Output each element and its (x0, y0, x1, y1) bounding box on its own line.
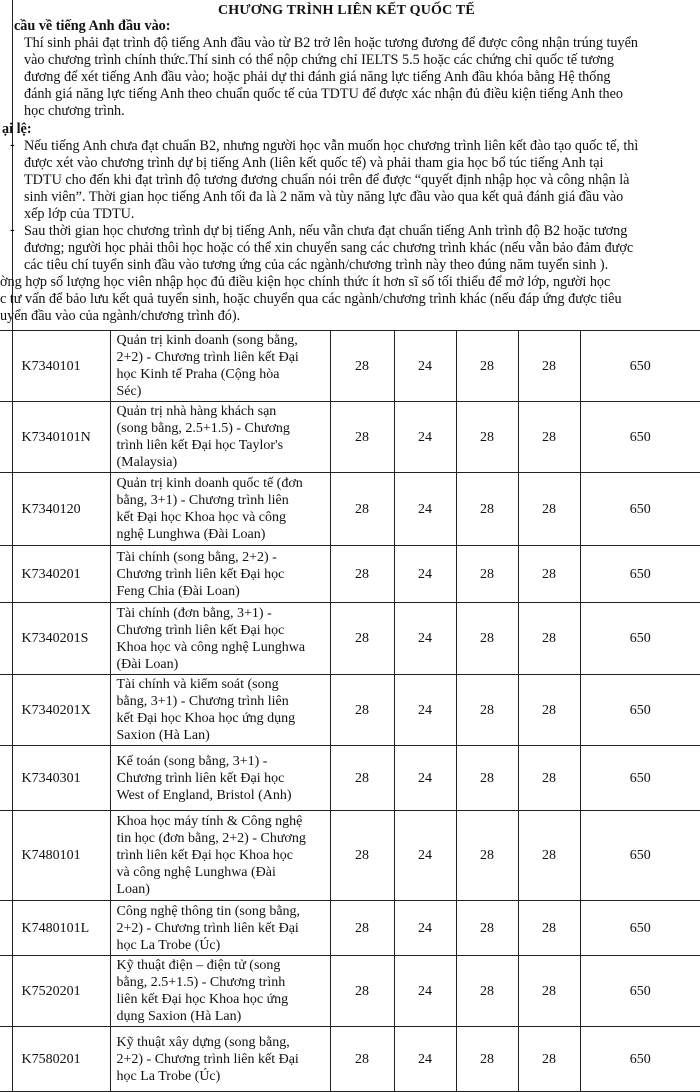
value-cell-4: 28 (518, 603, 580, 675)
value-cell-5: 650 (580, 956, 700, 1027)
value-cell-2: 24 (394, 675, 456, 746)
program-name-line: Công nghệ thông tin (song bằng, (116, 903, 301, 919)
program-name-line: Kỹ thuật điện – điện tử (song (116, 958, 281, 973)
program-name-line: Chương trình liên kết Đại học (116, 566, 285, 582)
program-code-cell: K7340101 (12, 331, 110, 402)
value-cell-1: 28 (330, 603, 394, 675)
value-cell-4: 28 (518, 331, 580, 402)
value-cell-2: 24 (394, 956, 456, 1027)
program-name-line: kết Đại học Khoa học ứng dụng (116, 711, 296, 726)
program-name-line: Séc) (116, 384, 142, 399)
bottom-strip (0, 1054, 700, 1067)
table-row (0, 546, 700, 603)
table-row (0, 956, 700, 1027)
value-cell-2: 24 (394, 473, 456, 546)
program-name-line: kết Đại học Khoa học và công (116, 510, 286, 525)
program-name-line: Loan) (116, 882, 150, 897)
program-name-cell (110, 746, 330, 811)
program-name-line: bằng, 3+1) - Chương trình liên (116, 493, 289, 508)
row-margin-cell (0, 675, 12, 746)
program-name-cell (110, 675, 330, 746)
value-cell-4: 28 (518, 956, 580, 1027)
program-name-line: Quản trị kinh doanh quốc tế (đơn (116, 476, 303, 491)
row-margin-cell (0, 746, 12, 811)
program-name-cell (110, 603, 330, 675)
column-divider-line (456, 1054, 457, 1067)
value-cell-3: 28 (456, 675, 518, 746)
program-name-line: Chương trình liên kết Đại học (116, 770, 285, 786)
value-cell-2: 24 (394, 603, 456, 675)
program-name-line: Kế toán (song bằng, 3+1) - (116, 753, 268, 769)
program-name-line: (Malaysia) (116, 455, 178, 470)
exception-line: Sau thời gian học chương trình dự bị tiếng Anh, nếu vẫn chưa đạt chuẩn tiếng Anh trình độ B2 hoặc tương (24, 223, 628, 239)
program-name-line: 2+2) - Chương trình liên kết Đại (116, 350, 299, 365)
value-cell-1: 28 (330, 1027, 394, 1092)
program-name-cell (110, 811, 330, 901)
value-cell-2: 24 (394, 331, 456, 402)
program-name-line: West of England, Bristol (Anh) (116, 787, 292, 803)
value-cell-5: 650 (580, 811, 700, 901)
value-cell-5: 650 (580, 901, 700, 956)
exception-line: uyển đầu vào của ngành/chương trình đó). (0, 308, 241, 324)
value-cell-2: 24 (394, 901, 456, 956)
value-cell-1: 28 (330, 746, 394, 811)
value-cell-4: 28 (518, 746, 580, 811)
table-row (0, 811, 700, 901)
column-divider-line (394, 1054, 395, 1067)
english-requirement-line: Thí sinh phải đạt trình độ tiếng Anh đầu vào từ B2 trở lên hoặc tương đương để được công nhận trúng tuyển (24, 35, 638, 51)
program-name-line: Khoa học máy tính & Công nghệ (116, 814, 303, 829)
program-name-line: (Đài Loan) (116, 656, 179, 672)
english-requirement-line: đương để xét tiếng Anh đầu vào; hoặc phải dự thi đánh giá năng lực tiếng Anh đầu khóa bằng Hệ thống (24, 69, 611, 85)
program-code-cell: K7520201 (12, 956, 110, 1027)
table-row (0, 331, 700, 402)
program-name-line: Quản trị kinh doanh (song bằng, (116, 333, 298, 348)
exception-heading: ại lệ: (2, 121, 32, 137)
value-cell-3: 28 (456, 956, 518, 1027)
exception-line: đương; người học phải thôi học hoặc có thể xin chuyển sang các chương trình khác (nếu vẫn bảo đảm được (24, 240, 634, 256)
value-cell-3: 28 (456, 1027, 518, 1092)
row-margin-cell (0, 811, 12, 901)
program-code-cell: K7340201S (12, 603, 110, 675)
table-row (0, 901, 700, 956)
program-name-cell (110, 901, 330, 956)
program-name-line: Khoa học và công nghệ Lunghwa (116, 639, 306, 655)
table-row (0, 675, 700, 746)
value-cell-3: 28 (456, 546, 518, 603)
value-cell-2: 24 (394, 402, 456, 473)
exception-line: ờng hợp số lượng học viên nhập học đủ điều kiện học chính thức ít hơn sĩ số tối thiểu để mở lớp, người học (0, 274, 611, 290)
program-code-cell: K7340120 (12, 473, 110, 546)
program-name-line: bằng, 3+1) - Chương trình liên (116, 694, 289, 709)
program-name-line: trình liên kết Đại học Khoa học (116, 848, 294, 863)
exception-line: xếp lớp của TDTU. (24, 206, 135, 222)
value-cell-5: 650 (580, 402, 700, 473)
value-cell-1: 28 (330, 901, 394, 956)
program-code-cell: K7580201 (12, 1027, 110, 1092)
value-cell-4: 28 (518, 901, 580, 956)
column-divider-line (110, 1054, 111, 1067)
program-name-line: Tài chính (đơn bằng, 3+1) - (116, 605, 272, 621)
value-cell-4: 28 (518, 811, 580, 901)
column-divider-line (580, 1054, 581, 1067)
program-name-line: Tài chính (song bằng, 2+2) - (116, 549, 277, 565)
program-name-line: Feng Chia (Đài Loan) (116, 583, 240, 599)
program-name-cell (110, 473, 330, 546)
program-code-cell: K7480101 (12, 811, 110, 901)
value-cell-3: 28 (456, 746, 518, 811)
row-margin-cell (0, 603, 12, 675)
english-requirement-line: học chương trình. (24, 103, 125, 119)
program-name-line: (song bằng, 2.5+1.5) - Chương (116, 421, 290, 436)
program-code-cell: K7340201X (12, 675, 110, 746)
value-cell-3: 28 (456, 473, 518, 546)
column-divider-line (330, 1054, 331, 1067)
program-name-line: tin học (đơn bằng, 2+2) - Chương (116, 831, 306, 846)
value-cell-2: 24 (394, 811, 456, 901)
exception-line: được xét vào chương trình dự bị tiếng Anh (liên kết quốc tế) và phải tham gia học bổ túc tiếng Anh tại (24, 155, 604, 171)
program-name-line: bằng, 2.5+1.5) - Chương trình (116, 975, 286, 990)
program-name-line: học Kinh tế Praha (Cộng hòa (116, 367, 280, 382)
left-border-line (12, 1054, 13, 1067)
program-name-line: Quản trị nhà hàng khách sạn (116, 404, 277, 419)
program-name-line: học La Trobe (Úc) (116, 937, 221, 953)
row-margin-cell (0, 546, 12, 603)
value-cell-5: 650 (580, 473, 700, 546)
program-name-line: 2+2) - Chương trình liên kết Đại (116, 920, 299, 936)
value-cell-1: 28 (330, 402, 394, 473)
value-cell-5: 650 (580, 603, 700, 675)
value-cell-4: 28 (518, 546, 580, 603)
table-row (0, 746, 700, 811)
program-name-line: và công nghệ Lunghwa (Đài (116, 865, 276, 880)
program-name-line: Saxion (Hà Lan) (116, 728, 210, 743)
value-cell-5: 650 (580, 746, 700, 811)
program-code-cell: K7340101N (12, 402, 110, 473)
table-row (0, 402, 700, 473)
program-code-cell: K7340201 (12, 546, 110, 603)
english-requirement-heading: cầu về tiếng Anh đầu vào: (14, 18, 171, 34)
value-cell-4: 28 (518, 402, 580, 473)
value-cell-3: 28 (456, 811, 518, 901)
table-row (0, 603, 700, 675)
program-name-line: học La Trobe (Úc) (116, 1068, 221, 1084)
program-name-line: Tài chính và kiểm soát (song (116, 677, 279, 692)
exception-line: Nếu tiếng Anh chưa đạt chuẩn B2, nhưng người học vẫn muốn học chương trình liên kết đào tạo quốc tế, thì (24, 138, 639, 154)
value-cell-5: 650 (580, 331, 700, 402)
row-margin-cell (0, 402, 12, 473)
value-cell-3: 28 (456, 402, 518, 473)
row-margin-cell (0, 901, 12, 956)
value-cell-2: 24 (394, 546, 456, 603)
program-name-line: Kỹ thuật xây dựng (song bằng, (116, 1034, 290, 1050)
value-cell-2: 24 (394, 746, 456, 811)
value-cell-3: 28 (456, 331, 518, 402)
exception-line: các tiêu chí tuyển sinh đầu vào tương ứng của các ngành/chương trình này theo đúng năm tuyển sinh ). (24, 257, 609, 273)
program-name-cell (110, 331, 330, 402)
program-name-line: liên kết Đại học Khoa học ứng (116, 992, 289, 1007)
value-cell-1: 28 (330, 546, 394, 603)
column-divider-line (518, 1054, 519, 1067)
program-name-line: nghệ Lunghwa (Đài Loan) (116, 527, 266, 542)
value-cell-4: 28 (518, 1027, 580, 1092)
program-name-line: 2+2) - Chương trình liên kết Đại (116, 1051, 299, 1067)
program-name-cell (110, 402, 330, 473)
value-cell-1: 28 (330, 956, 394, 1027)
row-margin-cell (0, 331, 12, 402)
value-cell-5: 650 (580, 546, 700, 603)
bullet-icon: - (10, 222, 15, 238)
programs-table (0, 330, 700, 1092)
value-cell-3: 28 (456, 603, 518, 675)
value-cell-1: 28 (330, 331, 394, 402)
english-requirement-line: vào chương trình chính thức.Thí sinh có thể nộp chứng chỉ IELTS 5.5 hoặc các chứng chỉ quốc tế tương (24, 52, 614, 68)
value-cell-4: 28 (518, 473, 580, 546)
row-margin-cell (0, 473, 12, 546)
value-cell-1: 28 (330, 811, 394, 901)
value-cell-5: 650 (580, 675, 700, 746)
row-margin-cell (0, 956, 12, 1027)
english-requirement-line: đánh giá năng lực tiếng Anh theo chuẩn quốc tế của TDTU để được xác nhận đủ điều kiện tiếng Anh theo (24, 86, 624, 102)
program-code-cell: K7480101L (12, 901, 110, 956)
program-code-cell: K7340301 (12, 746, 110, 811)
value-cell-1: 28 (330, 473, 394, 546)
table-row (0, 473, 700, 546)
program-name-line: trình liên kết Đại học Taylor's (116, 438, 284, 453)
value-cell-1: 28 (330, 675, 394, 746)
program-name-cell (110, 546, 330, 603)
value-cell-5: 650 (580, 1027, 700, 1092)
value-cell-2: 24 (394, 1027, 456, 1092)
exception-line: c tư vấn để bảo lưu kết quả tuyển sinh, hoặc chuyển qua các ngành/chương trình khác (nếu đáp ứng được tiêu (0, 291, 622, 307)
value-cell-3: 28 (456, 901, 518, 956)
bullet-icon: - (10, 137, 15, 153)
exception-line: sinh viên”. Thời gian học tiếng Anh tối đa là 2 năm và tùy năng lực đầu vào qua kết quả đánh giá đầu vào (24, 189, 624, 205)
page-title: CHƯƠNG TRÌNH LIÊN KẾT QUỐC TẾ (218, 3, 475, 18)
value-cell-4: 28 (518, 675, 580, 746)
notes-section (0, 0, 700, 331)
program-name-cell (110, 956, 330, 1027)
program-name-line: dụng Saxion (Hà Lan) (116, 1009, 242, 1024)
program-name-line: Chương trình liên kết Đại học (116, 622, 285, 638)
exception-line: TDTU cho đến khi đạt trình độ tương đương chuẩn nói trên để được “quyết định nhập học và công nhận là (24, 172, 630, 188)
